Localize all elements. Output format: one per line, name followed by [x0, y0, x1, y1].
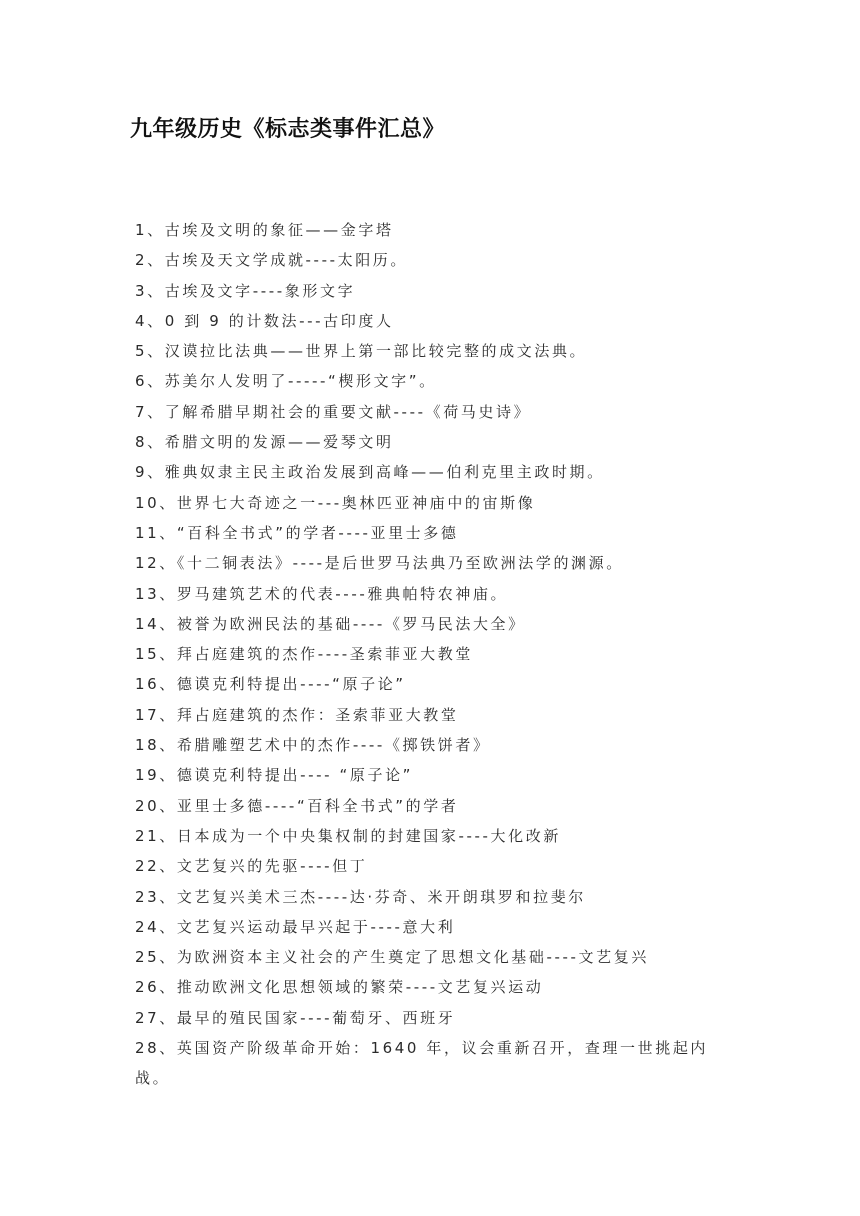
list-item: 28、英国资产阶级革命开始：1640 年，议会重新召开，查理一世挑起内战。 — [135, 1039, 709, 1088]
list-item: 1、古埃及文明的象征——金字塔 — [135, 221, 394, 239]
list-item: 6、苏美尔人发明了-----“楔形文字”。 — [135, 372, 437, 391]
event-list — [135, 215, 730, 1094]
list-item: 3、古埃及文字----象形文字 — [135, 281, 356, 300]
list-item: 15、拜占庭建筑的杰作----圣索菲亚大教堂 — [135, 645, 473, 664]
list-item: 13、罗马建筑艺术的代表----雅典帕特农神庙。 — [135, 584, 509, 603]
list-item: 9、雅典奴隶主民主政治发展到高峰——伯利克里主政时期。 — [135, 463, 605, 482]
list-item: 22、文艺复兴的先驱----但丁 — [135, 857, 368, 876]
list-item: 17、拜占庭建筑的杰作：圣索菲亚大教堂 — [135, 705, 459, 724]
list-item: 10、世界七大奇迹之一---奥林匹亚神庙中的宙斯像 — [135, 493, 536, 512]
list-item: 2、古埃及天文学成就----太阳历。 — [135, 251, 408, 270]
list-item: 8、希腊文明的发源——爱琴文明 — [135, 433, 394, 452]
list-item: 25、为欧洲资本主义社会的产生奠定了思想文化基础----文艺复兴 — [135, 948, 649, 967]
list-item: 23、文艺复兴美术三杰----达·芬奇、米开朗琪罗和拉斐尔 — [135, 887, 586, 906]
document-title: 九年级历史《标志类事件汇总》 — [130, 117, 446, 142]
list-item: 26、推动欧洲文化思想领域的繁荣----文艺复兴运动 — [135, 978, 544, 997]
list-item: 21、日本成为一个中央集权制的封建国家----大化改新 — [135, 826, 561, 845]
list-item: 11、“百科全书式”的学者----亚里士多德 — [135, 523, 459, 542]
list-item: 4、0 到 9 的计数法---古印度人 — [135, 311, 394, 330]
list-item: 27、最早的殖民国家----葡萄牙、西班牙 — [135, 1008, 456, 1027]
list-item: 20、亚里士多德----“百科全书式”的学者 — [135, 796, 459, 815]
list-item: 24、文艺复兴运动最早兴起于----意大利 — [135, 917, 456, 936]
list-item: 18、希腊雕塑艺术中的杰作----《掷铁饼者》 — [135, 736, 491, 755]
list-item: 19、德谟克利特提出---- “原子论” — [135, 766, 414, 785]
list-item: 5、汉谟拉比法典——世界上第一部比较完整的成文法典。 — [135, 342, 588, 361]
list-item: 16、德谟克利特提出----“原子论” — [135, 675, 406, 694]
list-item: 7、了解希腊早期社会的重要文献----《荷马史诗》 — [135, 402, 532, 421]
list-item: 14、被誉为欧洲民法的基础----《罗马民法大全》 — [135, 614, 526, 633]
list-item: 12、《十二铜表法》----是后世罗马法典乃至欧洲法学的渊源。 — [135, 554, 624, 573]
